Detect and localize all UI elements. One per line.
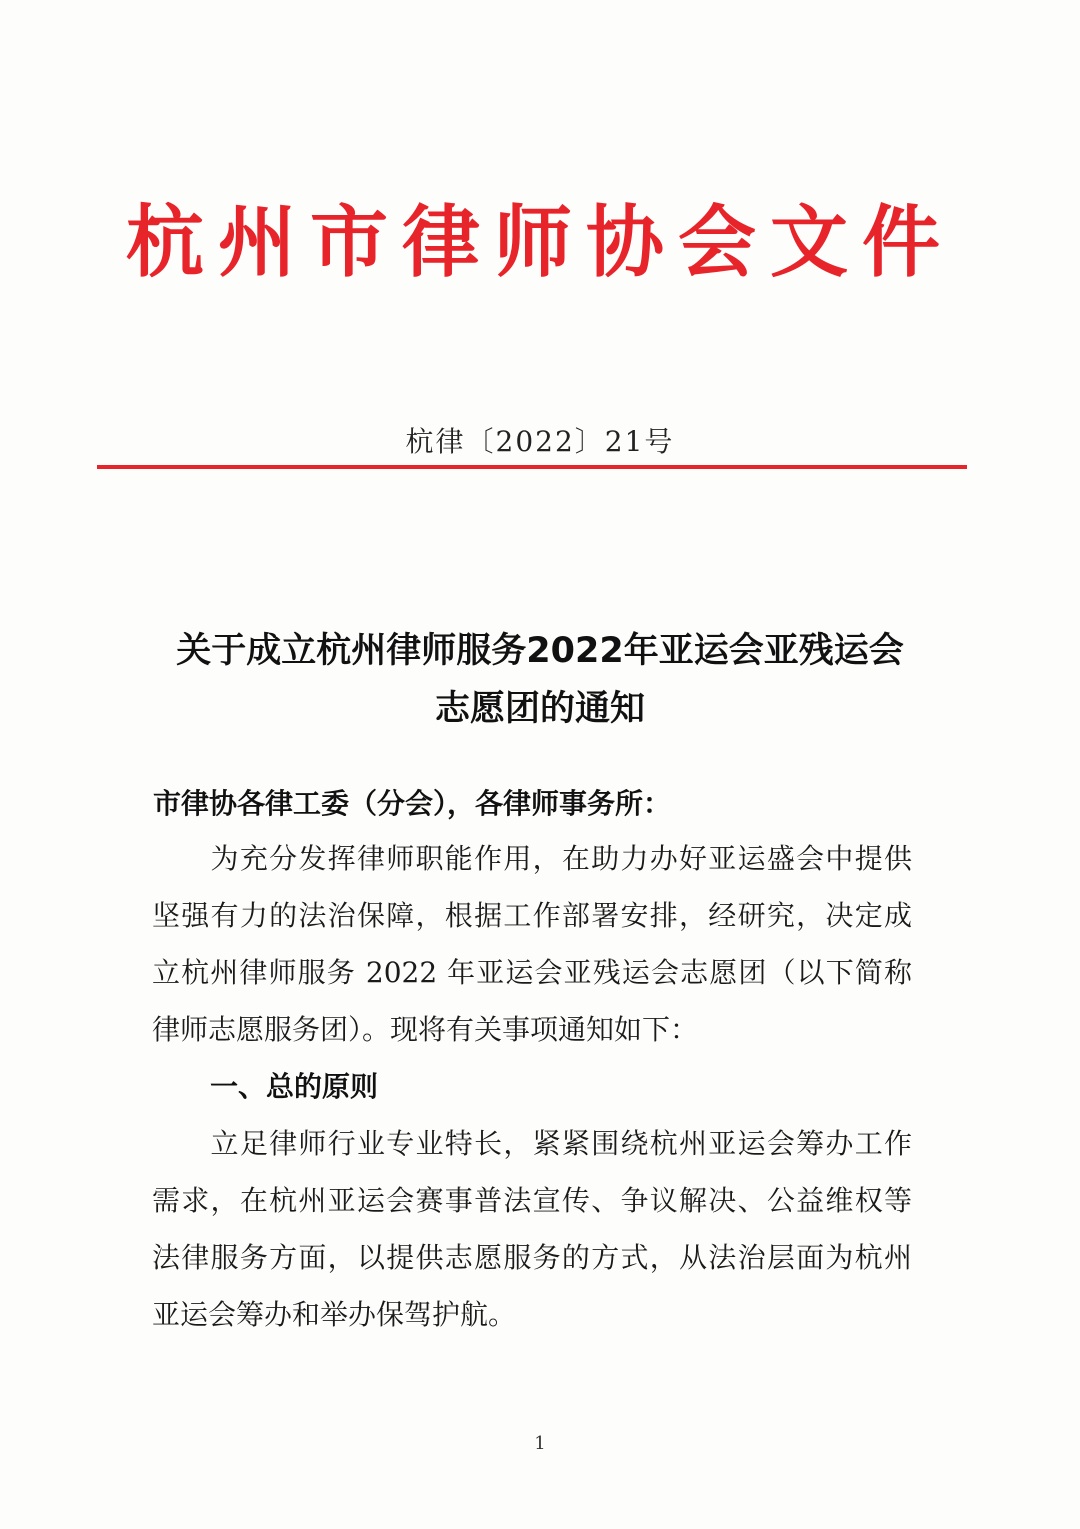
red-divider-line — [97, 465, 967, 469]
intro-line-3: 立杭州律师服务 2022 年亚运会亚残运会志愿团（以下简称 — [152, 956, 912, 989]
section-heading-1: 一、总的原则 — [210, 1070, 379, 1103]
notice-title-line-2: 志愿团的通知 — [434, 689, 645, 729]
page-number: 1 — [534, 1433, 546, 1454]
notice-title — [120, 622, 960, 738]
document-number: 杭律〔2022〕21号 — [405, 425, 675, 458]
section1-line-2: 需求，在杭州亚运会赛事普法宣传、争议解决、公益维权等 — [152, 1184, 912, 1217]
section1-line-4: 亚运会筹办和举办保驾护航。 — [152, 1298, 517, 1331]
masthead-title: 杭州市律师协会文件 — [125, 198, 954, 288]
section1-line-3: 法律服务方面，以提供志愿服务的方式，从法治层面为杭州 — [152, 1241, 912, 1274]
intro-line-1: 为充分发挥律师职能作用，在助力办好亚运盛会中提供 — [152, 842, 912, 875]
intro-line-2: 坚强有力的法治保障，根据工作部署安排，经研究，决定成 — [152, 899, 912, 932]
notice-title-line-1: 关于成立杭州律师服务2022年亚运会亚残运会 — [176, 631, 904, 671]
section1-line-1: 立足律师行业专业特长，紧紧围绕杭州亚运会筹办工作 — [152, 1127, 912, 1160]
addressee: 市律协各律工委（分会），各律师事务所： — [153, 787, 672, 820]
intro-line-4: 律师志愿服务团）。现将有关事项通知如下： — [152, 1013, 699, 1046]
